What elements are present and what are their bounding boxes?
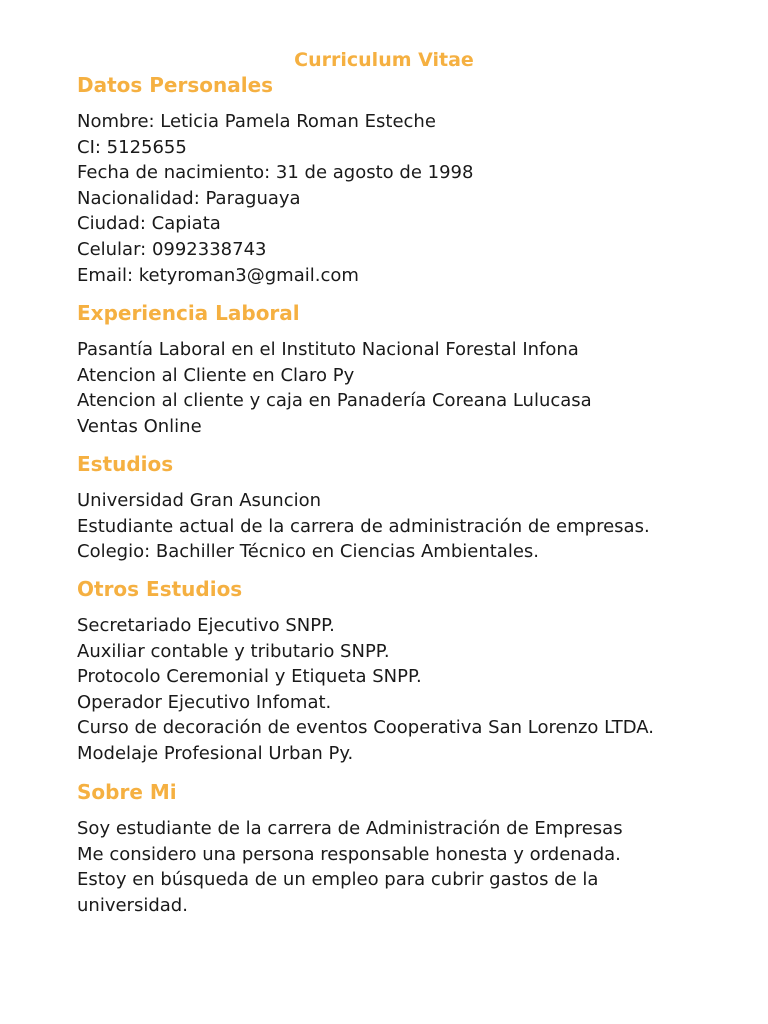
section-heading-personal-data: Datos Personales: [77, 73, 274, 97]
section-heading-other-studies: Otros Estudios: [77, 577, 243, 601]
other-studies-list: [77, 613, 654, 767]
about-me-line: Estoy en búsqueda de un empleo para cubrir gastos de la: [77, 869, 599, 891]
section-heading-work-experience: Experiencia Laboral: [77, 301, 300, 325]
work-experience-list: [77, 337, 592, 439]
section-heading-studies: Estudios: [77, 452, 174, 476]
other-studies-item: Secretariado Ejecutivo SNPP.: [77, 615, 335, 636]
personal-birthdate-line: Fecha de nacimiento: 31 de agosto de 1998: [77, 162, 474, 184]
about-me-line: Me considero una persona responsable honesta y ordenada.: [77, 843, 621, 865]
other-studies-item: Operador Ejecutivo Infomat.: [77, 691, 332, 713]
studies-item: Colegio: Bachiller Técnico en Ciencias Ambientales.: [77, 541, 540, 563]
section-heading-about-me: Sobre Mi: [77, 780, 177, 804]
work-item: Pasantía Laboral en el Instituto Nacional Forestal Infona: [77, 339, 579, 360]
about-me-line: Soy estudiante de la carrera de Administración de Empresas: [77, 818, 623, 839]
personal-phone-line: Celular: 0992338743: [77, 238, 267, 260]
personal-ci-line: CI: 5125655: [77, 136, 187, 158]
personal-email-line: Email: ketyroman3@gmail.com: [77, 264, 359, 286]
studies-list: [77, 488, 650, 565]
other-studies-item: Curso de decoración de eventos Cooperativa San Lorenzo LTDA.: [77, 717, 654, 739]
work-item: Atencion al cliente y caja en Panadería Coreana Lulucasa: [77, 390, 592, 412]
work-item: Atencion al Cliente en Claro Py: [77, 364, 355, 386]
studies-item: Universidad Gran Asuncion: [77, 490, 322, 511]
work-item: Ventas Online: [77, 415, 202, 437]
personal-nationality-line: Nacionalidad: Paraguaya: [77, 187, 301, 209]
other-studies-item: Protocolo Ceremonial y Etiqueta SNPP.: [77, 666, 422, 688]
other-studies-item: Auxiliar contable y tributario SNPP.: [77, 640, 390, 662]
other-studies-item: Modelaje Profesional Urban Py.: [77, 742, 354, 764]
studies-item: Estudiante actual de la carrera de administración de empresas.: [77, 515, 650, 537]
personal-data-list: [77, 109, 473, 288]
about-me-text: [77, 816, 623, 918]
document-title: Curriculum Vitae: [294, 49, 474, 71]
personal-name-line: Nombre: Leticia Pamela Roman Esteche: [77, 111, 436, 132]
about-me-line: universidad.: [77, 894, 188, 916]
personal-city-line: Ciudad: Capiata: [77, 213, 221, 235]
